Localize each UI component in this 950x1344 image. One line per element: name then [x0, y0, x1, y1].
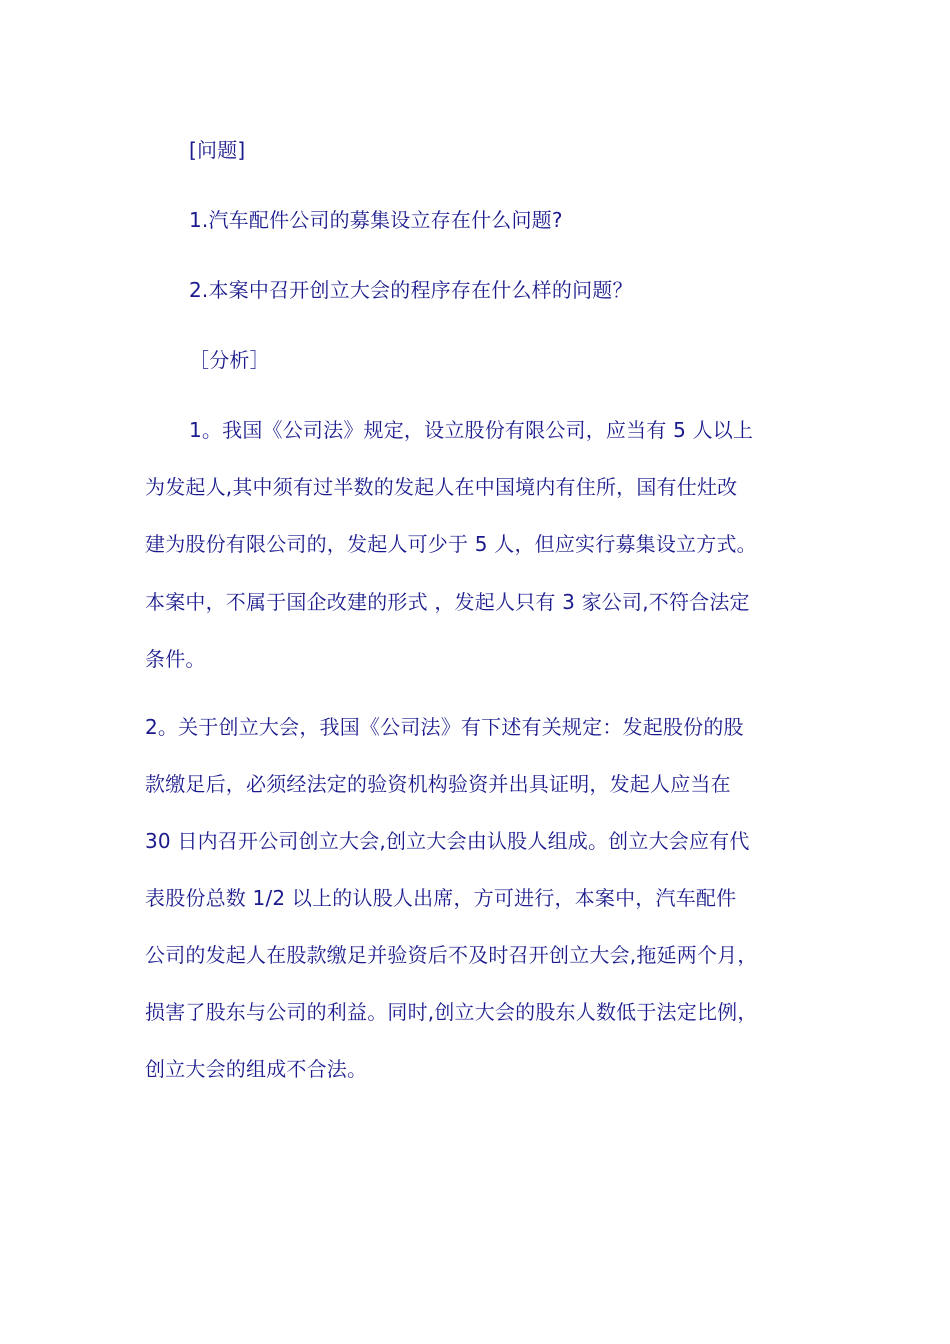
- analysis-2-line: 公司的发起人在股款缴足并验资后不及时召开创立大会,拖延两个月，: [145, 943, 758, 967]
- analysis-1-line: 1。我国《公司法》规定，设立股份有限公司，应当有 5 人以上: [189, 418, 754, 442]
- question-2: 2.本案中召开创立大会的程序存在什么样的问题？: [189, 278, 633, 302]
- analysis-2-line: 2。关于创立大会，我国《公司法》有下述有关规定：发起股份的股: [145, 715, 744, 739]
- analysis-2-line: 损害了股东与公司的利益。同时,创立大会的股东人数低于法定比例，: [145, 1000, 758, 1024]
- analysis-2-line: 创立大会的组成不合法。: [145, 1057, 368, 1081]
- analysis-2-line: 表股份总数 1/2 以上的认股人出席，方可进行，本案中，汽车配件: [145, 886, 737, 910]
- analysis-1-line: 本案中，不属于国企改建的形式 ，发起人只有 3 家公司,不符合法定: [145, 590, 750, 614]
- analysis-2-line: 款缴足后，必须经法定的验资机构验资并出具证明，发起人应当在: [145, 772, 731, 796]
- questions-heading: [问题]: [189, 138, 246, 162]
- analysis-1-line: 建为股份有限公司的，发起人可少于 5 人，但应实行募集设立方式。: [145, 532, 757, 556]
- analysis-1-line: 条件。: [145, 647, 206, 671]
- question-1: 1.汽车配件公司的募集设立存在什么问题?: [189, 208, 563, 232]
- analysis-1-line: 为发起人,其中须有过半数的发起人在中国境内有住所，国有仕灶改: [145, 475, 738, 499]
- analysis-2-line: 30 日内召开公司创立大会,创立大会由认股人组成。创立大会应有代: [145, 829, 750, 853]
- analysis-heading: ［分析］: [189, 348, 270, 372]
